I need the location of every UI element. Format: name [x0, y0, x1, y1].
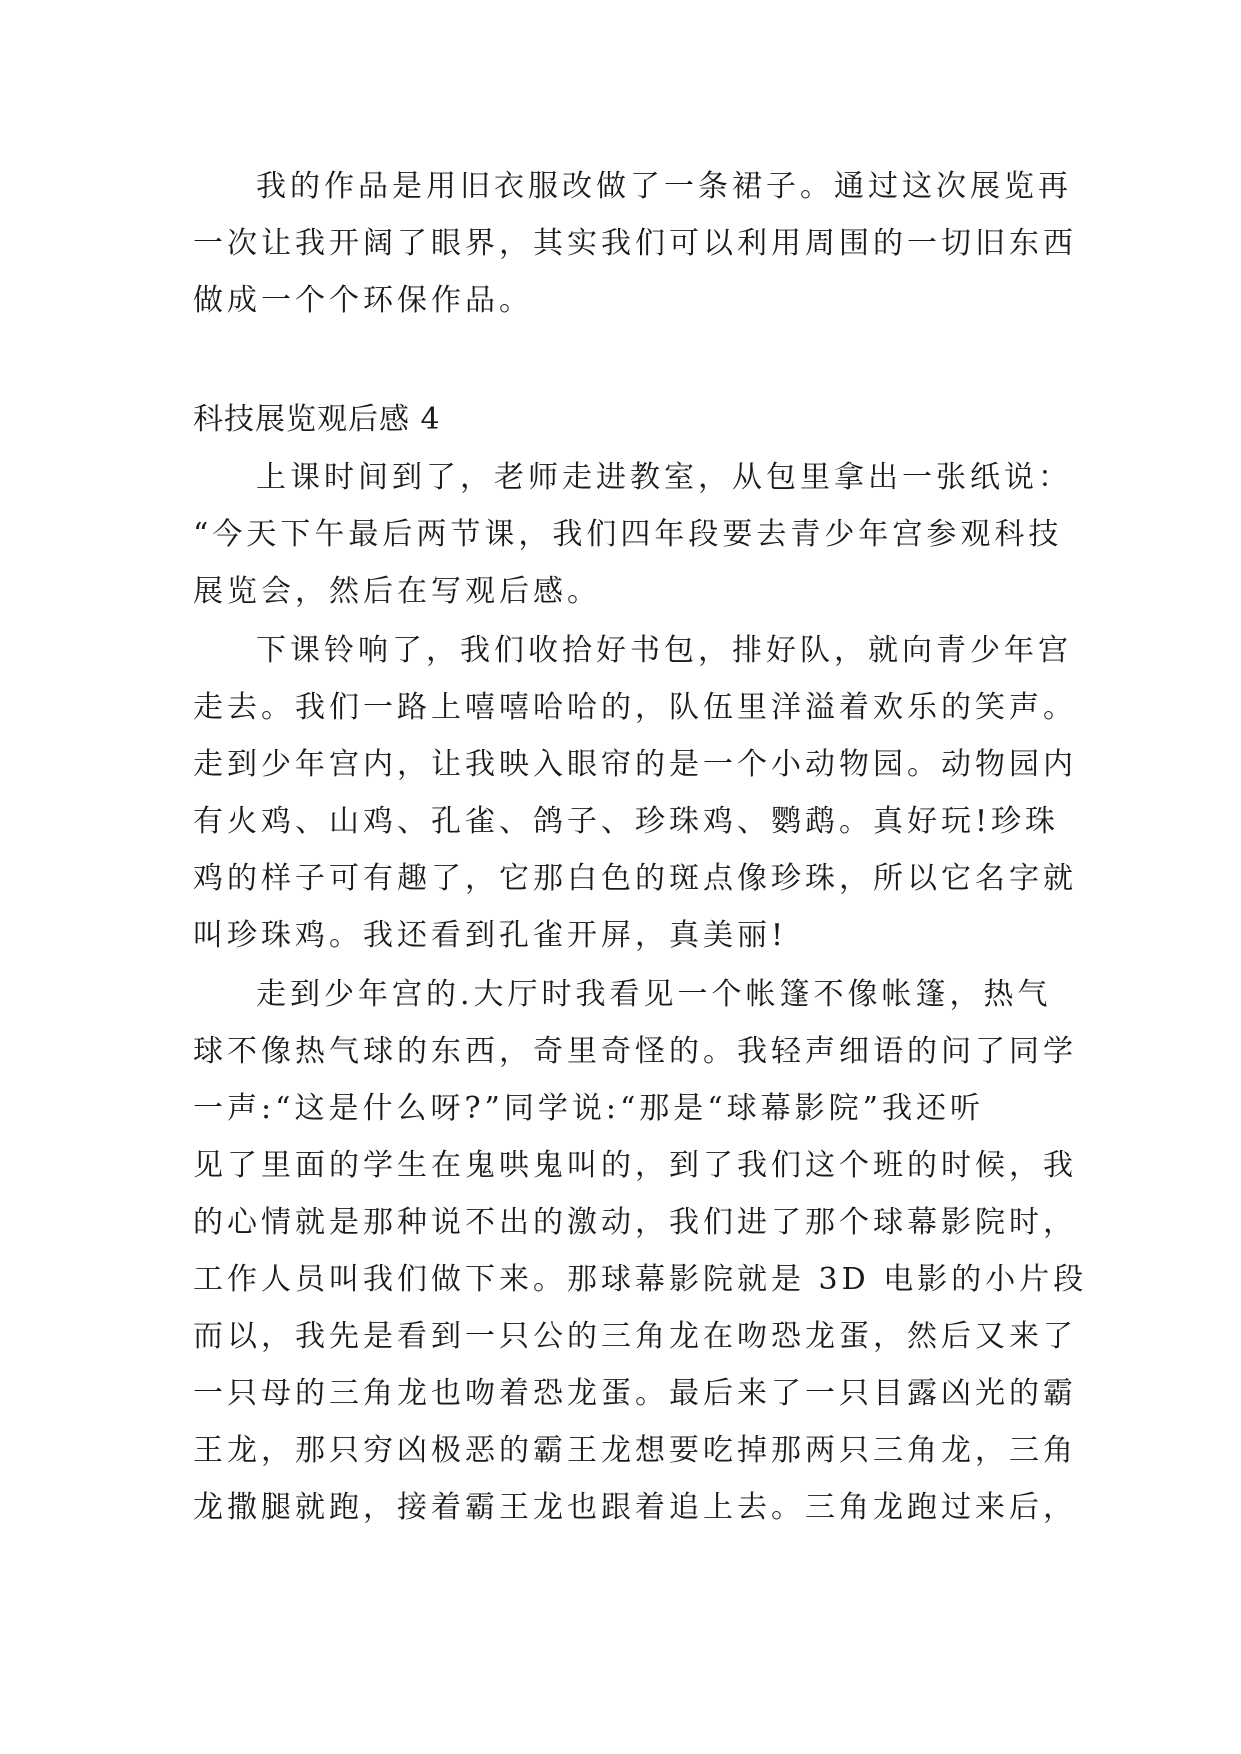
paragraph-line: 走到少年宫的.大厅时我看见一个帐篷不像帐篷，热气	[256, 977, 1052, 1012]
intro-line: 做成一个个环保作品。	[193, 283, 533, 318]
paragraph-line: 而以，我先是看到一只公的三角龙在吻恐龙蛋，然后又来了	[193, 1319, 1077, 1354]
paragraph-line: 叫珍珠鸡。我还看到孔雀开屏，真美丽!	[193, 918, 788, 953]
paragraph-line: “今天下午最后两节课，我们四年段要去青少年宫参观科技	[193, 517, 1063, 552]
paragraph-line: 展览会，然后在写观后感。	[193, 574, 601, 609]
paragraph-line: 上课时间到了，老师走进教室，从包里拿出一张纸说：	[256, 460, 1072, 495]
paragraph-line: 有火鸡、山鸡、孔雀、鸽子、珍珠鸡、鹦鹉。真好玩!珍珠	[193, 804, 1060, 839]
paragraph-line: 走到少年宫内，让我映入眼帘的是一个小动物园。动物园内	[193, 747, 1077, 782]
section-title: 科技展览观后感 4	[193, 402, 441, 437]
paragraph-line: 龙撒腿就跑，接着霸王龙也跟着追上去。三角龙跑过来后，	[193, 1490, 1077, 1525]
paragraph-line: 球不像热气球的东西，奇里奇怪的。我轻声细语的问了同学	[193, 1034, 1077, 1069]
paragraph-line: 的心情就是那种说不出的激动，我们进了那个球幕影院时，	[193, 1205, 1077, 1240]
paragraph-line: 走去。我们一路上嘻嘻哈哈的，队伍里洋溢着欢乐的笑声。	[193, 690, 1077, 725]
paragraph-line: 鸡的样子可有趣了，它那白色的斑点像珍珠，所以它名字就	[193, 861, 1077, 896]
paragraph-line: 下课铃响了，我们收拾好书包，排好队，就向青少年宫	[256, 633, 1072, 668]
paragraph-line: 工作人员叫我们做下来。那球幕影院就是 3D 电影的小片段	[193, 1262, 1088, 1297]
intro-line: 一次让我开阔了眼界，其实我们可以利用周围的一切旧东西	[193, 226, 1077, 261]
intro-line: 我的作品是用旧衣服改做了一条裙子。通过这次展览再	[256, 169, 1072, 204]
paragraph-line: 见了里面的学生在鬼哄鬼叫的，到了我们这个班的时候，我	[193, 1148, 1077, 1183]
paragraph-line: 一声:“这是什么呀?”同学说:“那是“球幕影院”我还听	[193, 1091, 984, 1126]
paragraph-line: 一只母的三角龙也吻着恐龙蛋。最后来了一只目露凶光的霸	[193, 1376, 1077, 1411]
paragraph-line: 王龙，那只穷凶极恶的霸王龙想要吃掉那两只三角龙，三角	[193, 1433, 1077, 1468]
